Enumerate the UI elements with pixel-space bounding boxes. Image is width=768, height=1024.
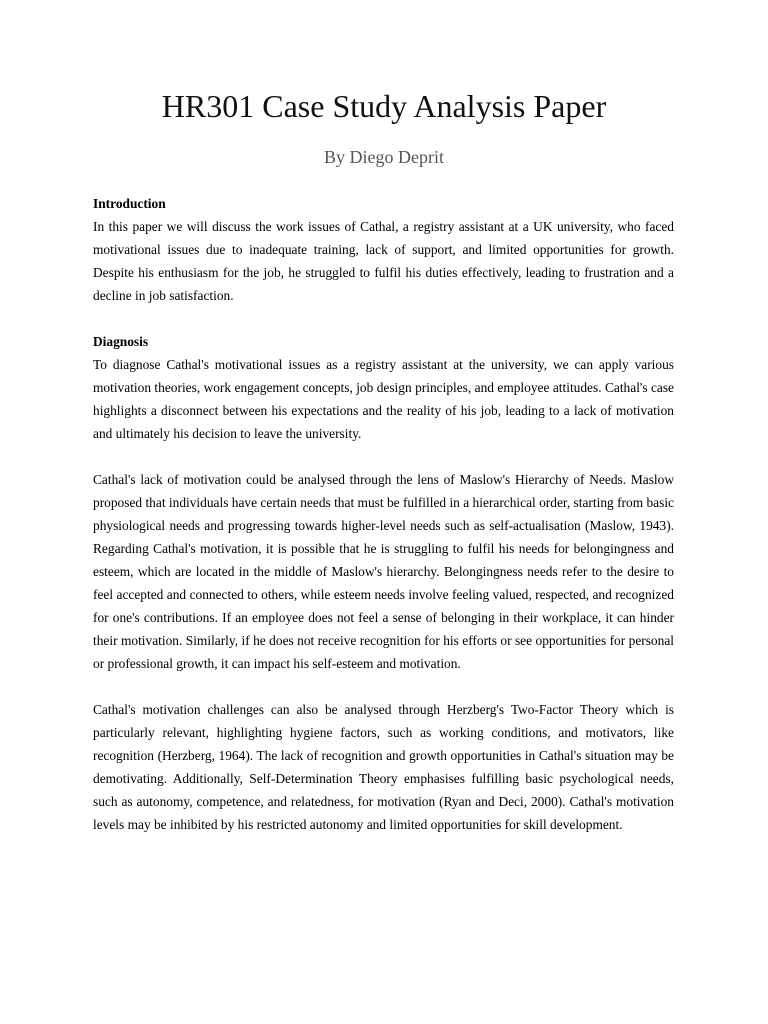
paragraph: To diagnose Cathal's motivational issues as a registry assistant at the university, we can apply various motivation theories, work engagement concepts, job design principles, and employee attitudes. Cathal's case highlights a disconnect between his expectations and the reality of his job, leading to a lack of motivation and ultimately his decision to leave the university. [93, 357, 674, 441]
paragraph-spacer [93, 445, 674, 468]
paragraph-spacer [93, 307, 674, 330]
paragraph-spacer [93, 675, 674, 698]
paragraph: Cathal's motivation challenges can also be analysed through Herzberg's Two-Factor Theory which is particularly relevant, highlighting hygiene factors, such as working conditions, and motivators, like recognition (Herzberg, 1964). The lack of recognition and growth opportunities in Cathal's situation may be demotivating. Additionally, Self-Determination Theory emphasises fulfilling basic psychological needs, such as autonomy, competence, and relatedness, for motivation (Ryan and Deci, 2000). Cathal's motivation levels may be inhibited by his restricted autonomy and limited opportunities for skill development. [93, 702, 674, 832]
document-body [93, 192, 674, 836]
section-heading-diagnosis: Diagnosis [93, 334, 149, 349]
paragraph: In this paper we will discuss the work issues of Cathal, a registry assistant at a UK university, who faced motivational issues due to inadequate training, lack of support, and limited opportunities for growth. Despite his enthusiasm for the job, he struggled to fulfil his duties effectively, leading to frustration and a decline in job satisfaction. [93, 219, 674, 303]
section-heading-introduction: Introduction [93, 196, 166, 211]
document-title: HR301 Case Study Analysis Paper [161, 88, 607, 124]
paragraph: Cathal's lack of motivation could be analysed through the lens of Maslow's Hierarchy of Needs. Maslow proposed that individuals have certain needs that must be fulfilled in a hierarchical order, starting from basic physiological needs and progressing towards higher-level needs such as self-actualisation (Maslow, 1943). Regarding Cathal's motivation, it is possible that he is struggling to fulfil his needs for belongingness and esteem, which are located in the middle of Maslow's hierarchy. Belongingness needs refer to the desire to feel accepted and connected to others, while esteem needs involve feeling valued, respected, and recognized for one's contributions. If an employee does not feel a sense of belonging in their workplace, it can hinder their motivation. Similarly, if he does not receive recognition for his efforts or see opportunities for personal or professional growth, it can impact his self-esteem and motivation. [93, 472, 674, 671]
document-author: By Diego Deprit [324, 147, 444, 167]
